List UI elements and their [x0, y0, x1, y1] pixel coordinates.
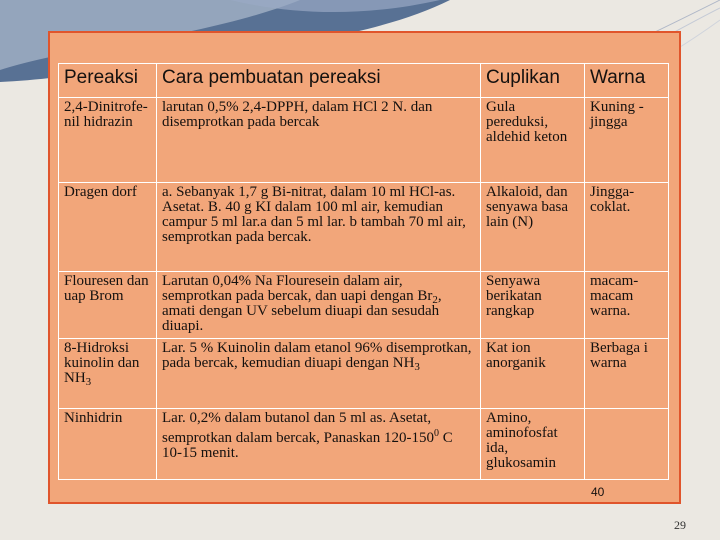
- header-method: Cara pembuatan pereaksi: [157, 64, 481, 98]
- cell-color: Kuning - jingga: [585, 98, 669, 183]
- header-sample: Cuplikan: [481, 64, 585, 98]
- cell-method: a. Sebanyak 1,7 g Bi-nitrat, dalam 10 ml HCl-as. Asetat. B. 40 g KI dalam 100 ml air, kemudian campur 5 ml lar.a dan 5 ml lar. b tambah 70 ml air, semprotkan pada bercak.: [157, 183, 481, 272]
- table-row: [59, 409, 669, 480]
- cell-sample: Amino, aminofosfat ida, glukosamin: [481, 409, 585, 480]
- header-color: Warna: [585, 64, 669, 98]
- cell-color: Berbaga i warna: [585, 339, 669, 409]
- cell-reagent: 2,4-Dinitrofe-nil hidrazin: [59, 98, 157, 183]
- cell-method: Lar. 0,2% dalam butanol dan 5 ml as. Asetat, semprotkan dalam bercak, Panaskan $120-150^0$ C 10-15 menit.: [157, 409, 481, 480]
- table-row: [59, 339, 669, 409]
- table-row: [59, 98, 669, 183]
- cell-reagent: Dragen dorf: [59, 183, 157, 272]
- cell-color: macam-macam warna.: [585, 272, 669, 339]
- cell-reagent: Ninhidrin: [59, 409, 157, 480]
- cell-method: larutan 0,5% 2,4-DPPH, dalam HCl 2 N. dan disemprotkan pada bercak: [157, 98, 481, 183]
- table-row: [59, 183, 669, 272]
- slide-number: 29: [674, 518, 686, 532]
- reagent-table: [58, 63, 669, 480]
- table-header-row: [59, 64, 669, 98]
- table-row: [59, 272, 669, 339]
- cell-reagent: Flouresen dan uap Brom: [59, 272, 157, 339]
- cell-color: Jingga-coklat.: [585, 183, 669, 272]
- scanned-table-sheet: [48, 31, 681, 504]
- scan-page-number: 40: [591, 485, 605, 499]
- cell-sample: Senyawa berikatan rangkap: [481, 272, 585, 339]
- header-reagent: Pereaksi: [59, 64, 157, 98]
- cell-sample: Alkaloid, dan senyawa basa lain (N): [481, 183, 585, 272]
- cell-reagent: 8-Hidroksi kuinolin dan $NH_3$: [59, 339, 157, 409]
- cell-sample: Kat ion anorganik: [481, 339, 585, 409]
- cell-method: Larutan 0,04% Na Flouresein dalam air, semprotkan pada bercak, dan uapi dengan $Br_2$, amati dengan UV sebelum diuapi dan sesudah diuapi.: [157, 272, 481, 339]
- cell-sample: Gula pereduksi, aldehid keton: [481, 98, 585, 183]
- cell-color: [585, 409, 669, 480]
- cell-method: Lar. 5 % Kuinolin dalam etanol 96% disemprotkan, pada bercak, kemudian diuapi dengan $NH_3$: [157, 339, 481, 409]
